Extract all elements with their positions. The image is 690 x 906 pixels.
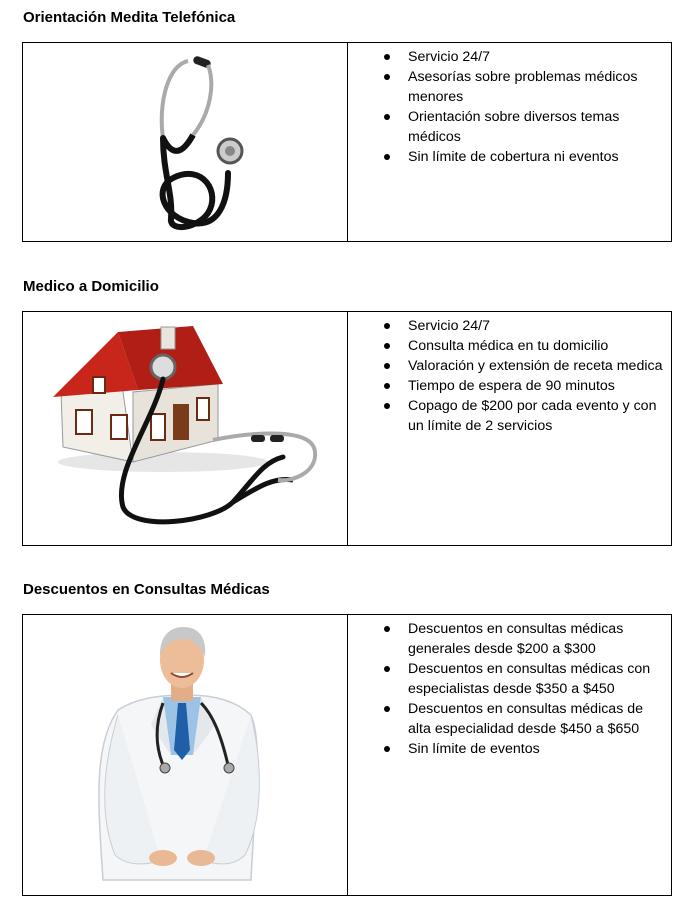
stethoscope-icon	[23, 43, 348, 241]
section-box-descuentos	[22, 614, 672, 896]
list-item: Copago de $200 por cada evento y con un límite de 2 servicios	[384, 396, 663, 436]
benefits-list	[384, 47, 663, 167]
doctor-icon	[23, 615, 348, 895]
list-item: Sin límite de cobertura ni eventos	[384, 147, 663, 167]
list-item: Descuentos en consultas médicas generales desde $200 a $300	[384, 619, 663, 659]
list-item: Orientación sobre diversos temas médicos	[384, 107, 663, 147]
benefits-list-cell	[348, 43, 671, 241]
section-title-domicilio: Medico a Domicilio	[23, 278, 159, 295]
list-item: Servicio 24/7	[384, 47, 663, 67]
section-title-descuentos: Descuentos en Consultas Médicas	[23, 581, 270, 598]
image-cell	[23, 615, 348, 895]
list-item: Descuentos en consultas médicas con especialistas desde $350 a $450	[384, 659, 663, 699]
benefits-list-cell	[348, 312, 671, 545]
image-cell	[23, 312, 348, 545]
section-box-domicilio	[22, 311, 672, 546]
list-item: Consulta médica en tu domicilio	[384, 336, 663, 356]
benefits-list	[384, 316, 663, 436]
list-item: Valoración y extensión de receta medica	[384, 356, 663, 376]
list-item: Descuentos en consultas médicas de alta especialidad desde $450 a $650	[384, 699, 663, 739]
benefits-list	[384, 619, 663, 759]
benefits-list-cell	[348, 615, 671, 895]
section-title-orientacion: Orientación Medita Telefónica	[23, 9, 236, 26]
house-stethoscope-icon	[23, 312, 348, 545]
image-cell	[23, 43, 348, 241]
section-box-orientacion	[22, 42, 672, 242]
list-item: Sin límite de eventos	[384, 739, 663, 759]
list-item: Servicio 24/7	[384, 316, 663, 336]
list-item: Tiempo de espera de 90 minutos	[384, 376, 663, 396]
list-item: Asesorías sobre problemas médicos menores	[384, 67, 663, 107]
